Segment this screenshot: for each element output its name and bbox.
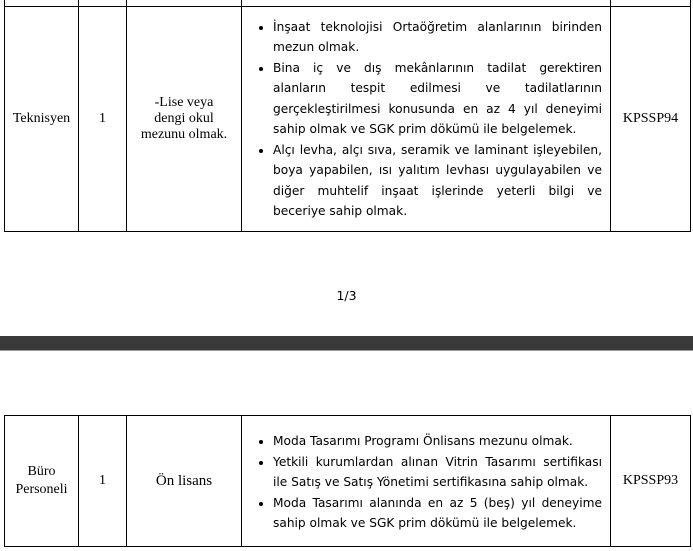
qualifications-list	[242, 431, 610, 534]
position-code: KPSSP93	[611, 416, 691, 547]
position-title: Büro Personeli	[5, 416, 79, 547]
requirements-table-top	[4, 0, 691, 232]
table-row	[5, 416, 691, 547]
qualification-item: • İnşaat teknolojisi Ortaöğretim alanlarının birinden mezun olmak.	[273, 17, 610, 58]
education-requirement: -Lise veya dengi okul mezunu olmak.	[127, 7, 242, 232]
qualification-item: • Moda Tasarımı Programı Önlisans mezunu olmak.	[273, 431, 610, 452]
qualifications-cell	[242, 416, 611, 547]
education-requirement: Ön lisans	[127, 416, 242, 547]
table-row	[5, 7, 691, 232]
qualifications-list	[242, 17, 610, 222]
qualifications-cell	[242, 7, 611, 232]
page-number: 1/3	[336, 288, 357, 303]
position-code: KPSSP94	[611, 7, 691, 232]
position-count: 1	[79, 7, 127, 232]
page-separator	[0, 336, 693, 351]
qualification-item: • Yetkili kurumlardan alınan Vitrin Tasarımı sertifikası ile Satış ve Satış Yönetimi sertifikasına sahip olmak.	[273, 452, 610, 493]
qualification-item: • Moda Tasarımı alanında en az 5 (beş) yıl deneyime sahip olmak ve SGK prim dökümü ile belgelemek.	[273, 493, 610, 534]
position-count: 1	[79, 416, 127, 547]
requirements-table-bottom	[4, 415, 691, 547]
qualification-item: • Bina iç ve dış mekânlarının tadilat gerektiren alanların tespit edilmesi ve tadilatlarının gerçekleştirilmesi konusunda en az 4 yıl deneyimi sahip olmak ve SGK prim dökümü ile belgelemek.	[273, 58, 610, 140]
position-title: Teknisyen	[5, 7, 79, 232]
qualification-item: • Alçı levha, alçı sıva, seramik ve laminant işleyebilen, boya yapabilen, ısı yalıtım levhası uygulayabilen ve diğer muhtelif inşaat işlerinde yeterli bilgi ve beceriye sahip olmak.	[273, 140, 610, 222]
page-2	[0, 351, 693, 551]
